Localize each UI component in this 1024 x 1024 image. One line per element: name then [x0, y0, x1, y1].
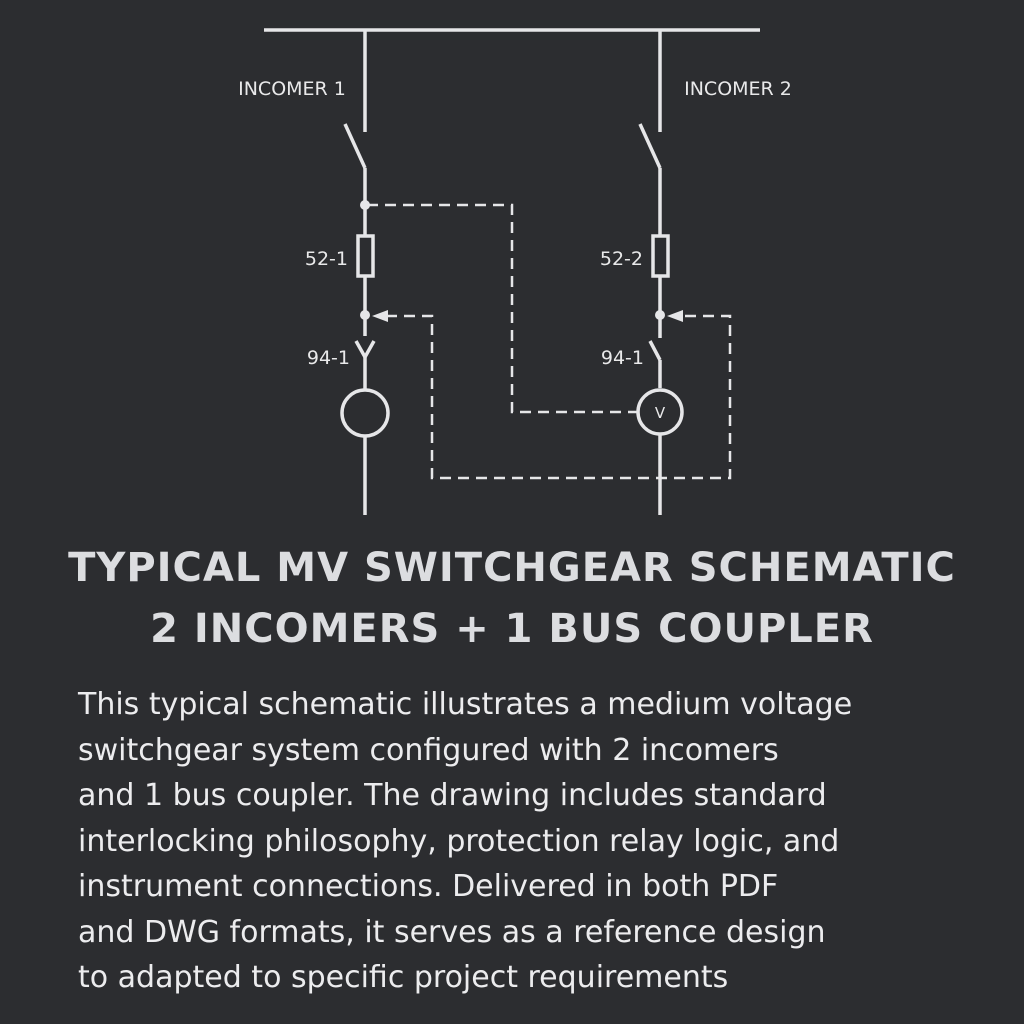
junction-dot [360, 200, 370, 210]
breaker-52-1-label: 52-1 [304, 248, 348, 270]
incomer-2-switch-blade [640, 124, 660, 168]
description-line: instrument connections. Delivered in both PDF [78, 869, 779, 904]
description-line: switchgear system configured with 2 incomers [78, 732, 779, 768]
description-paragraph [78, 682, 978, 1001]
disconnect-94-1-left-symbol [356, 341, 374, 357]
breaker-52-1-symbol [358, 236, 373, 276]
incomer-1-label: INCOMER 1 [238, 78, 346, 100]
title-line-1: TYPICAL MV SWITCHGEAR SCHEMATIC [68, 545, 956, 591]
disconnect-94-1-left-label: 94-1 [306, 347, 350, 369]
incomer-1-switch-blade [345, 124, 365, 168]
description-line: interlocking philosophy, protection relay logic, and [78, 823, 840, 859]
arrow-left-icon [667, 310, 683, 322]
title-line-2: 2 INCOMERS + 1 BUS COUPLER [150, 606, 874, 652]
page-title [0, 538, 1024, 660]
dashed-link-upper [367, 205, 638, 412]
description-line: This typical schematic illustrates a medium voltage [78, 687, 853, 722]
incomer-2-label: INCOMER 2 [684, 78, 792, 100]
description-line: to adapted to specific project requirements [78, 960, 729, 995]
breaker-52-2-symbol [653, 236, 668, 276]
disconnect-94-1-right-blade [650, 341, 660, 360]
voltmeter-label: V [654, 404, 666, 422]
junction-dot [655, 310, 665, 320]
arrow-left-icon [372, 310, 388, 322]
breaker-52-2-label: 52-2 [599, 248, 643, 270]
disconnect-94-1-right-label: 94-1 [600, 347, 644, 369]
junction-dot [360, 310, 370, 320]
description-line: and DWG formats, it serves as a reference design [78, 914, 826, 950]
current-transformer-symbol [342, 390, 388, 436]
description-line: and 1 bus coupler. The drawing includes standard [78, 778, 827, 813]
